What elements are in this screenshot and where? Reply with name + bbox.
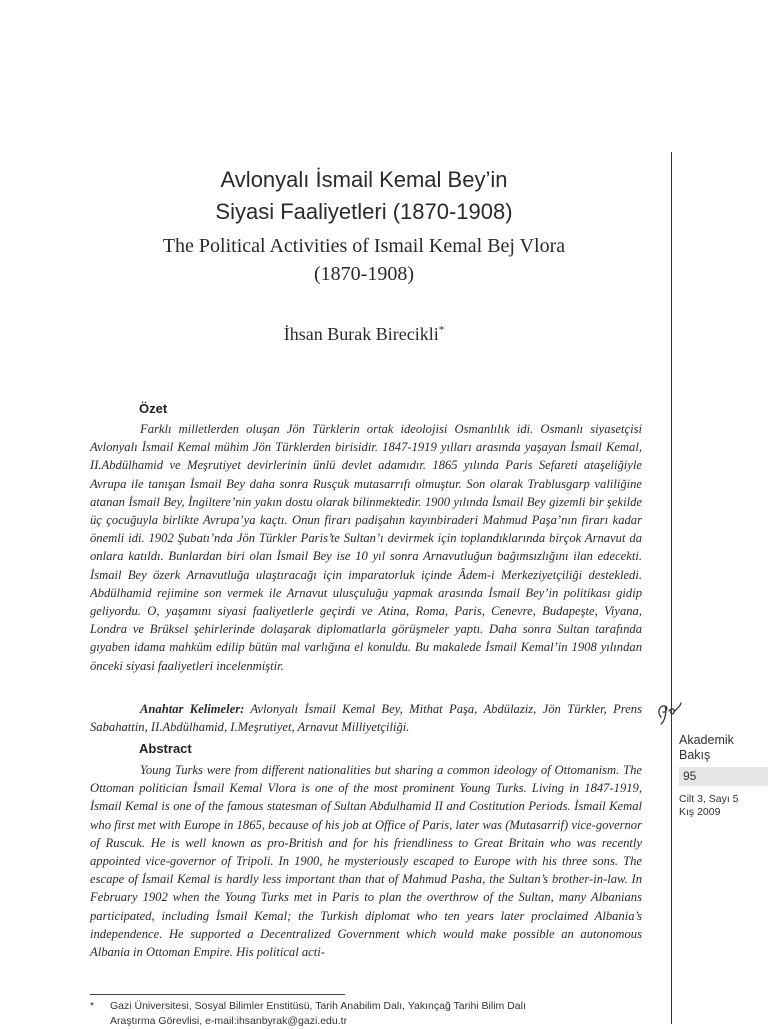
- journal-name-line1: Akademik: [679, 733, 734, 747]
- ozet-paragraph: [90, 420, 642, 675]
- title-english: [90, 232, 638, 288]
- issue-season: Kış 2009: [679, 806, 721, 818]
- page-number: 95: [679, 767, 768, 786]
- ozet-text: Farklı milletlerden oluşan Jön Türklerin ortak ideolojisi Osmanlılık idi. Osmanlı siyasetçisi Avlonyalı İsmail Kemal mühim Jön Türklerden birisidir. 1847-1919 yılları arasında yaşayan İsmail Kemal, II.Abdülhamid ve Meşrutiyet devirlerinin ünlü devlet adamıdır. 1865 yılında Paris Sefareti ataşeliğiyle Avrupa ile tanışan İsmail Bey daha sonra Rusçuk mutasarrıfı olmuştur. Son olarak Trablusgarp valiliğine atanan İsmail Bey, İngiltere’nin yakın dostu olarak bilinmektedir. 1900 yılında İsmail Bey gizemli bir şekilde üç çocuğuyla birlikte Avrupa’ya kaçtı. Onun firarı padişahın kayınbiraderi Mahmud Paşa’nın firarı kadar önemli idi. 1902 Şubatı’nda Jön Türkler Paris’te Sultan’ı devirmek için toplandıklarında birçok Arnavut da onlara katıldı. Bunlardan biri olan İsmail Bey ise 10 yıl sonra Arnavutluğun bağımsızlığını ilan edecekti. İsmail Bey özerk Arnavutluğa ulaştıracağı için imparatorluk içinde Âdem-i Merkeziyetçiliği destekledi. Abdülhamid rejimine son vermek ile Arnavut ulusçuluğu yapmak arasında İsmail Bey’in politikası gidip geliyordu. O, yaşamını siyasi faaliyetlerle geçirdi ve Atina, Roma, Paris, Cenevre, Budapeşte, Viyana, Londra ve Brüksel şehirlerinde dolaşarak diplomatlarla görüşmeler yaptı. Daha sonra Sultan tarafında gıyaben idama mahküm edilip bütün mal varlığına el konuldu. Bu makalede İsmail Kemal’in 1908 yılından önceki siyasi faaliyetleri incelenmiştir.: [90, 422, 642, 673]
- author-footnote-mark[interactable]: *: [438, 324, 445, 336]
- abstract-heading: Abstract: [139, 741, 192, 756]
- title-english-line1: The Political Activities of Ismail Kemal Bej Vlora: [162, 235, 566, 257]
- keywords-paragraph: [90, 700, 642, 736]
- keywords-label: Anahtar Kelimeler:: [140, 702, 245, 716]
- keywords-text: Avlonyalı İsmail Kemal Bey, Mithat Paşa, Abdülaziz, Jön Türkler, Prens Sabahattin, II.Abdülhamid, I.Meşrutiyet, Arnavut Milliyetçiliği.: [90, 702, 642, 735]
- author-name: İhsan Burak Birecikli: [283, 324, 439, 344]
- title-english-line2: (1870-1908): [314, 263, 414, 285]
- margin-rule: [671, 152, 672, 1024]
- journal-name: [679, 733, 734, 763]
- ozet-heading: Özet: [139, 401, 168, 416]
- footnote-line2[interactable]: Araştırma Görevlisi, e-mail:ihsanbyrak@gazi.edu.tr: [110, 1015, 348, 1027]
- issue-volume: Cilt 3, Sayı 5: [679, 793, 739, 805]
- issue-info: [679, 793, 739, 819]
- footnote-mark: *: [90, 1000, 95, 1012]
- footnote-rule: [90, 994, 345, 995]
- footnote: [90, 999, 650, 1029]
- title-turkish-line1: Avlonyalı İsmail Kemal Bey’in: [220, 167, 508, 192]
- abstract-paragraph: [90, 761, 642, 961]
- abstract-text: Young Turks were from different nationalities but sharing a common ideology of Ottomanism. The Ottoman politician İsmail Kemal Vlora is one of the most prominent Young Turks. Living in 1847-1919, İsmail Kemal is one of the famous statesman of Sultan Abdulhamid II and Costitution Periods. İsmail Kemal who first met with Europe in 1865, because of his job at Office of Paris, later was (Mutasarrif) vice-governor of Ruscuk. He is well known as pro-British and for his friendliness to Great Britain who was recently appointed vice-governor of Tripoli. In 1900, he mysteriously escaped to Europe with his three sons. The escape of İsmail Kemal is hardly less important than that of Mahmud Pasha, the Sultan’s brother-in-law. In February 1902 when the Young Turks met in Paris to plan the overthrow of the Sultan, many Albanians participated, including İsmail Kemal; the Turkish diplomat who ten years later proclaimed Albania’s independence. He supported a Decentralized Government which would make possible an autonomous Albania in Ottoman Empire. His political acti-: [90, 763, 642, 960]
- title-turkish: [90, 164, 638, 228]
- journal-logo-icon: [655, 699, 685, 727]
- title-turkish-line2: Siyasi Faaliyetleri (1870-1908): [215, 199, 513, 224]
- author: [90, 318, 638, 346]
- journal-name-line2: Bakış: [679, 748, 711, 762]
- footnote-line1: Gazi Üniversitesi, Sosyal Bilimler Enstitüsü, Tarih Anabilim Dalı, Yakınçağ Tarihi Bilim Dalı: [110, 1000, 526, 1012]
